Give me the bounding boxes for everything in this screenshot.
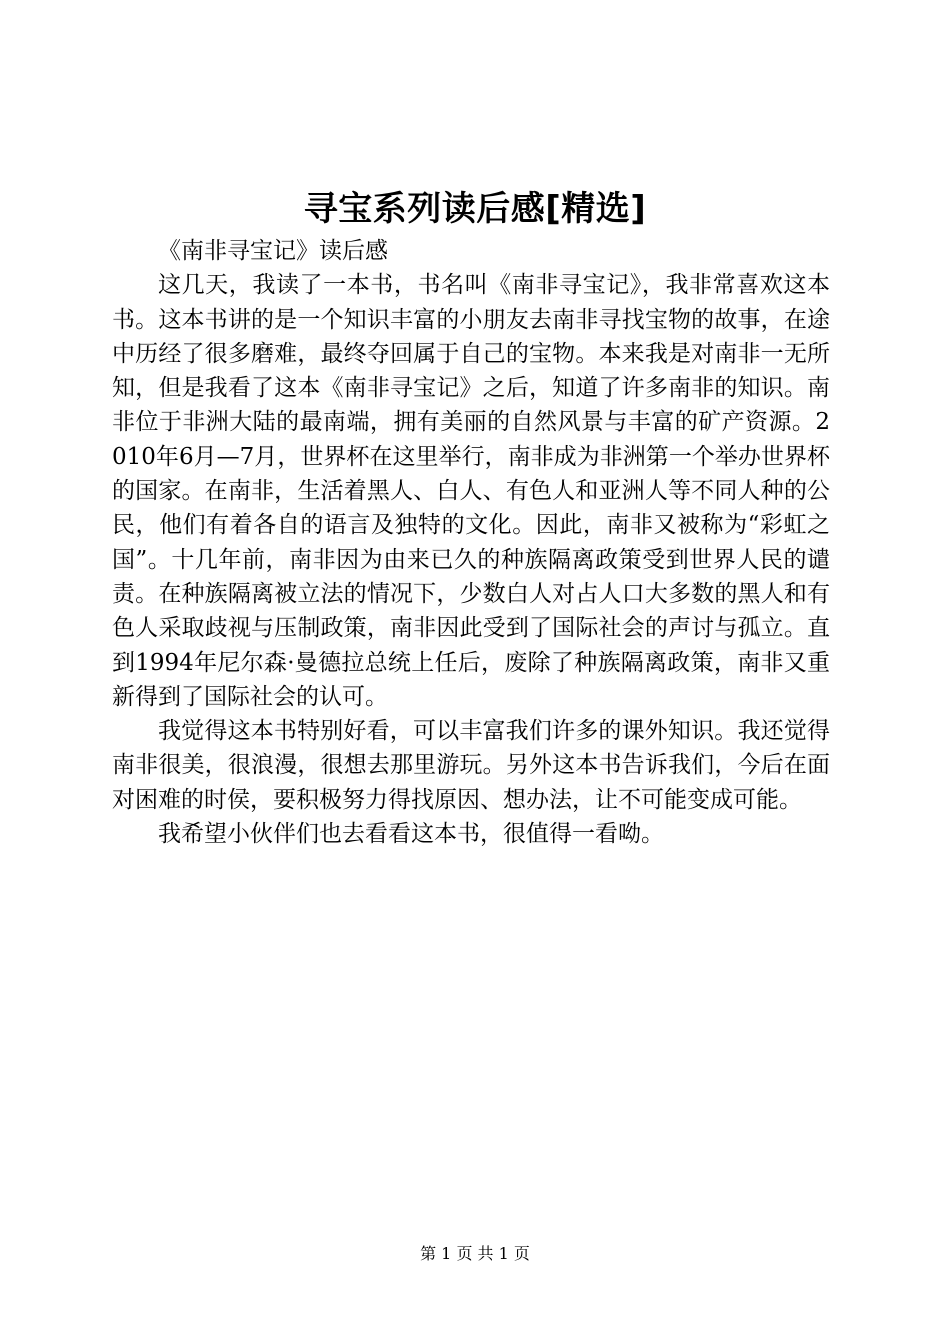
paragraph-3: 我希望小伙伴们也去看看这本书，很值得一看呦。	[158, 821, 664, 848]
document-body	[112, 234, 830, 851]
page-footer: 第 1 页 共 1 页	[420, 1244, 530, 1263]
paragraph-2: 我觉得这本书特别好看，可以丰富我们许多的课外知识。我还觉得南非很美，很浪漫，很想去那里游玩。另外这本书告诉我们，今后在面对困难的时侯，要积极努力得找原因、想办法，让不可能变成可能。	[112, 718, 830, 813]
document-title: 寻宝系列读后感[精选]	[303, 189, 647, 229]
document-subtitle: 《南非寻宝记》读后感	[158, 238, 388, 264]
paragraph-1: 这几天，我读了一本书，书名叫《南非寻宝记》，我非常喜欢这本书。这本书讲的是一个知识丰富的小朋友去南非寻找宝物的故事，在途中历经了很多磨难，最终夺回属于自己的宝物。本来我是对南非一无所知，但是我看了这本《南非寻宝记》之后，知道了许多南非的知识。南非位于非洲大陆的最南端，拥有美丽的自然风景与丰富的矿产资源。2010年6月—7月，世界杯在这里举行，南非成为非洲第一个举办世界杯的国家。在南非，生活着黑人、白人、有色人和亚洲人等不同人种的公民，他们有着各自的语言及独特的文化。因此，南非又被称为“彩虹之国”。十几年前，南非因为由来已久的种族隔离政策受到世界人民的谴责。在种族隔离被立法的情况下，少数白人对占人口大多数的黑人和有色人采取歧视与压制政策，南非因此受到了国际社会的声讨与孤立。直到1994年尼尔森·曼德拉总统上任后，废除了种族隔离政策，南非又重新得到了国际社会的认可。	[112, 272, 830, 710]
